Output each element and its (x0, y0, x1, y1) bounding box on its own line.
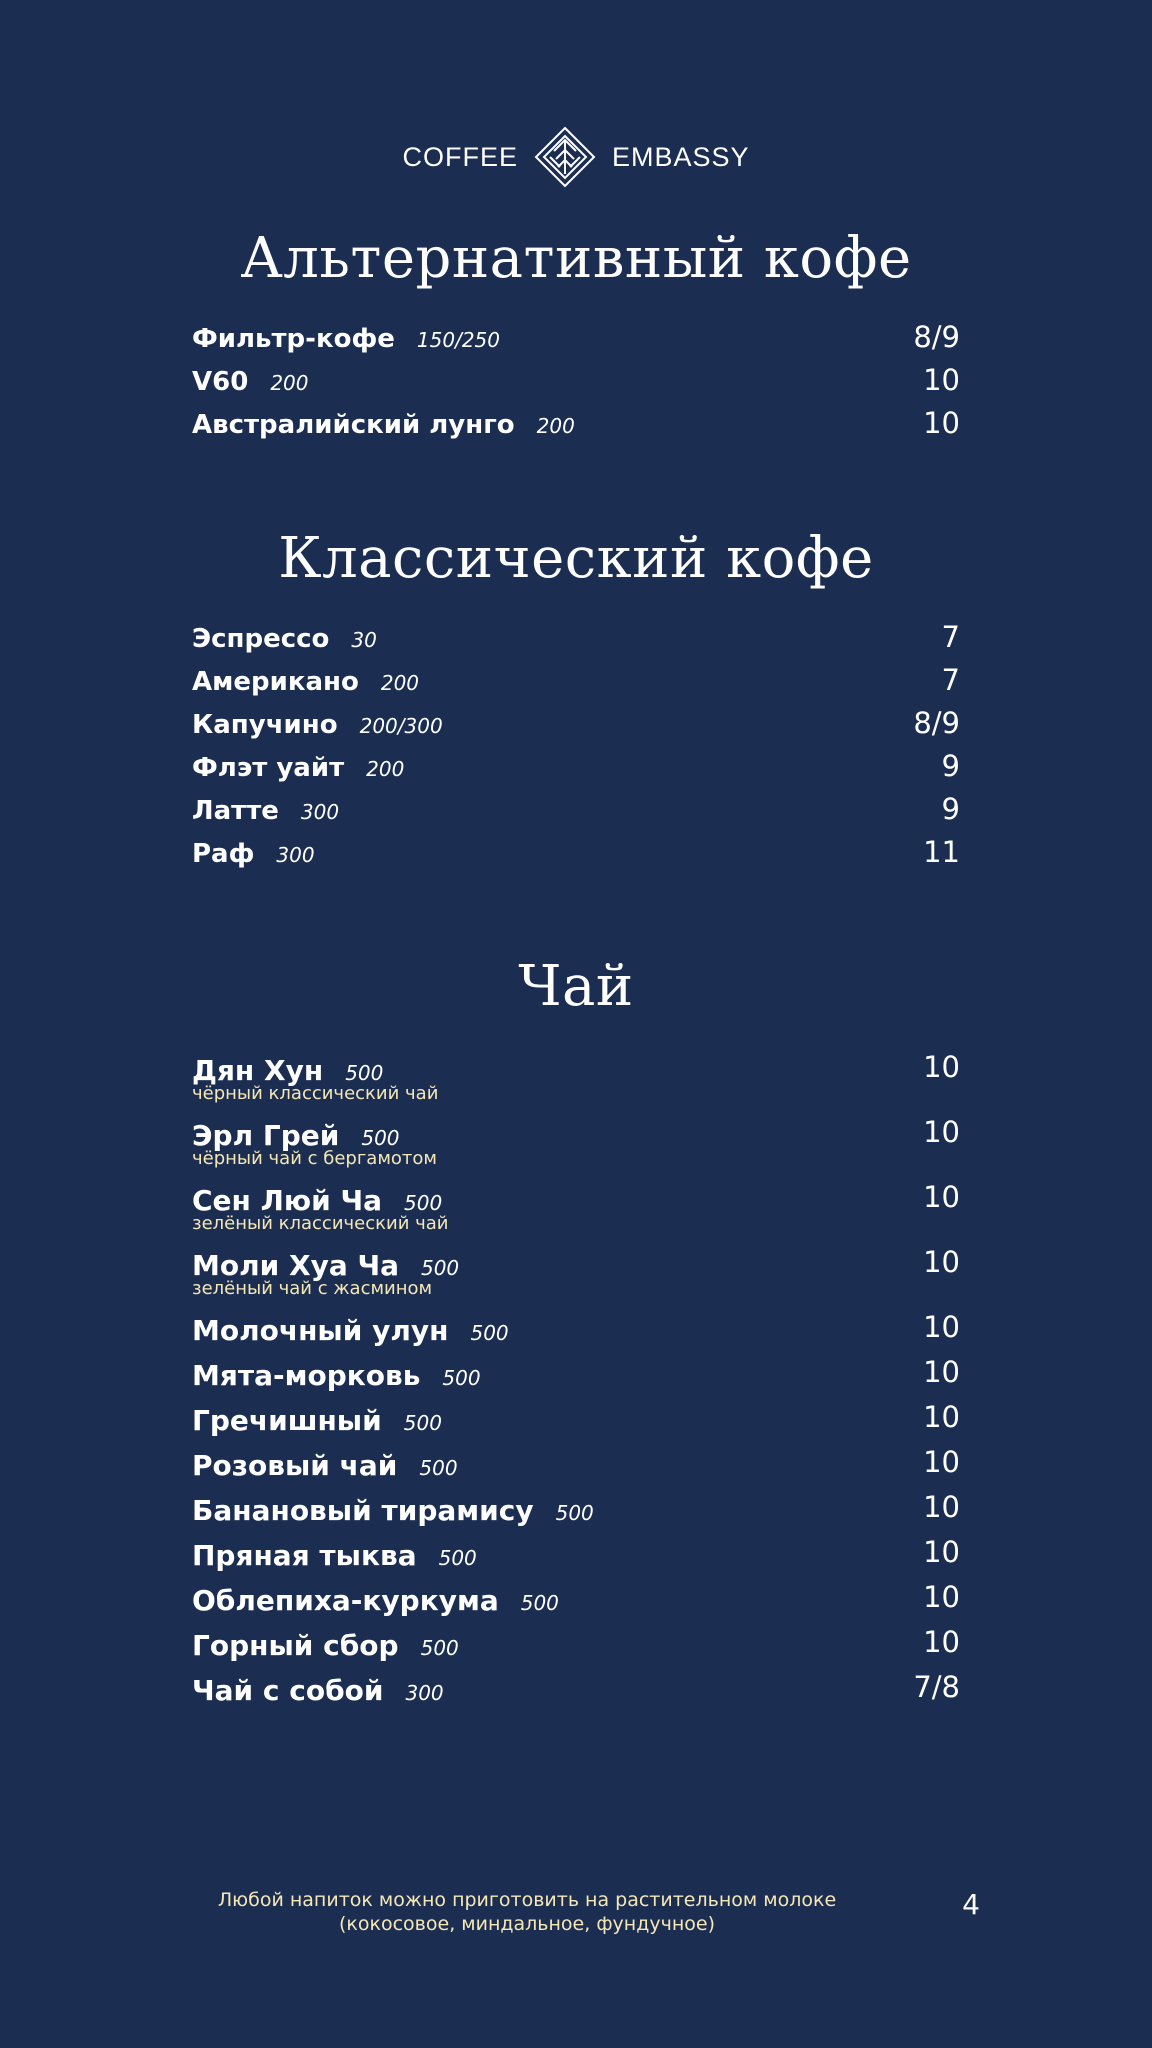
item-price: 8/9 (913, 706, 960, 740)
item-price: 7/8 (913, 1670, 960, 1704)
menu-item (192, 1670, 960, 1714)
item-size: 200 (366, 757, 405, 781)
item-price: 10 (923, 1490, 960, 1524)
item-name: Пряная тыква (192, 1539, 417, 1572)
item-name: Дян Хун (192, 1054, 324, 1087)
item-price: 10 (923, 363, 960, 397)
item-size: 150/250 (416, 328, 500, 352)
item-description: зелёный классический чай (192, 1213, 449, 1234)
item-size: 200 (536, 414, 575, 438)
menu-item (192, 1355, 960, 1399)
menu-item (192, 363, 960, 407)
item-size: 500 (442, 1366, 481, 1390)
item-price: 9 (941, 749, 960, 783)
item-price: 7 (941, 620, 960, 654)
item-name: Эспрессо (192, 624, 330, 654)
item-size: 200/300 (359, 714, 443, 738)
item-price: 10 (923, 406, 960, 440)
section-title-classic-coffee: Классический кофе (278, 526, 874, 591)
item-price: 10 (923, 1400, 960, 1434)
item-name: Флэт уайт (192, 753, 345, 783)
item-name: Банановый тирамису (192, 1494, 534, 1527)
item-price: 10 (923, 1625, 960, 1659)
item-name: Латте (192, 796, 279, 826)
item-size: 500 (520, 1591, 559, 1615)
item-size: 500 (470, 1321, 509, 1345)
menu-item (192, 620, 960, 664)
footer-note (192, 1888, 862, 1936)
item-size: 200 (380, 671, 420, 695)
item-size: 500 (345, 1061, 384, 1085)
menu-item (192, 706, 960, 750)
menu-item (192, 792, 960, 836)
item-size: 500 (420, 1256, 460, 1280)
footer-note-line-2: (кокосовое, миндальное, фундучное) (339, 1913, 715, 1935)
item-name: Эрл Грей (192, 1119, 340, 1152)
item-size: 500 (403, 1411, 442, 1435)
item-price: 10 (923, 1445, 960, 1479)
menu-item (192, 1580, 960, 1624)
section-title-tea: Чай (518, 954, 634, 1019)
menu-item (192, 406, 960, 450)
item-price: 11 (923, 835, 960, 869)
item-name: Гречишный (192, 1404, 382, 1437)
item-price: 9 (941, 792, 960, 826)
menu-item (192, 1490, 960, 1534)
item-size: 500 (361, 1126, 400, 1150)
item-size: 300 (300, 800, 340, 824)
brand-logo (0, 126, 1152, 188)
menu-item (192, 1050, 960, 1104)
brand-word-left: COFFEE (402, 141, 518, 172)
item-price: 10 (923, 1355, 960, 1389)
item-size: 500 (555, 1501, 594, 1525)
diamond-emblem-icon (534, 126, 596, 188)
menu-item (192, 1535, 960, 1579)
item-name: Мята-морковь (192, 1359, 421, 1392)
menu-item (192, 835, 960, 879)
item-size: 300 (276, 843, 315, 867)
item-name: Молочный улун (192, 1314, 449, 1347)
item-name: Облепиха-куркума (192, 1584, 499, 1617)
page-number: 4 (962, 1888, 980, 1921)
item-price: 10 (923, 1535, 960, 1569)
menu-item (192, 749, 960, 793)
item-size: 30 (351, 628, 377, 652)
item-name: Горный сбор (192, 1629, 399, 1662)
menu-item (192, 320, 960, 364)
menu-item (192, 1445, 960, 1489)
item-price: 8/9 (913, 320, 960, 354)
item-description: чёрный классический чай (192, 1083, 439, 1104)
footer-note-line-1: Любой напиток можно приготовить на растительном молоке (217, 1889, 837, 1911)
item-name: Капучино (192, 710, 338, 740)
item-description: чёрный чай с бергамотом (192, 1148, 437, 1169)
menu-item (192, 1310, 960, 1354)
item-name: Сен Люй Ча (192, 1184, 382, 1217)
item-price: 10 (923, 1180, 960, 1214)
section-title-alternative-coffee: Альтернативный кофе (240, 226, 912, 291)
item-price: 10 (923, 1310, 960, 1344)
menu-item (192, 1115, 960, 1169)
item-name: Австралийский лунго (192, 410, 515, 440)
item-size: 500 (404, 1191, 443, 1215)
brand-word-right: EMBASSY (611, 141, 750, 172)
item-price: 10 (923, 1580, 960, 1614)
item-name: Фильтр-кофе (192, 324, 395, 354)
item-description: зелёный чай с жасмином (192, 1278, 433, 1299)
item-size: 500 (419, 1456, 458, 1480)
item-name: V60 (192, 367, 249, 397)
item-name: Раф (192, 839, 255, 869)
item-price: 10 (923, 1115, 960, 1149)
item-size: 200 (270, 371, 309, 395)
menu-item (192, 1625, 960, 1669)
item-size: 500 (420, 1636, 459, 1660)
item-name: Розовый чай (192, 1449, 398, 1482)
menu-item (192, 1180, 960, 1234)
item-name: Американо (192, 667, 359, 697)
menu-item (192, 1400, 960, 1444)
item-price: 10 (923, 1050, 960, 1084)
menu-item (192, 1245, 960, 1299)
item-size: 300 (405, 1681, 444, 1705)
item-price: 7 (941, 663, 960, 697)
item-name: Чай с собой (192, 1674, 384, 1707)
item-name: Моли Хуа Ча (192, 1249, 399, 1282)
item-size: 500 (438, 1546, 477, 1570)
menu-item (192, 663, 960, 707)
item-price: 10 (923, 1245, 960, 1279)
